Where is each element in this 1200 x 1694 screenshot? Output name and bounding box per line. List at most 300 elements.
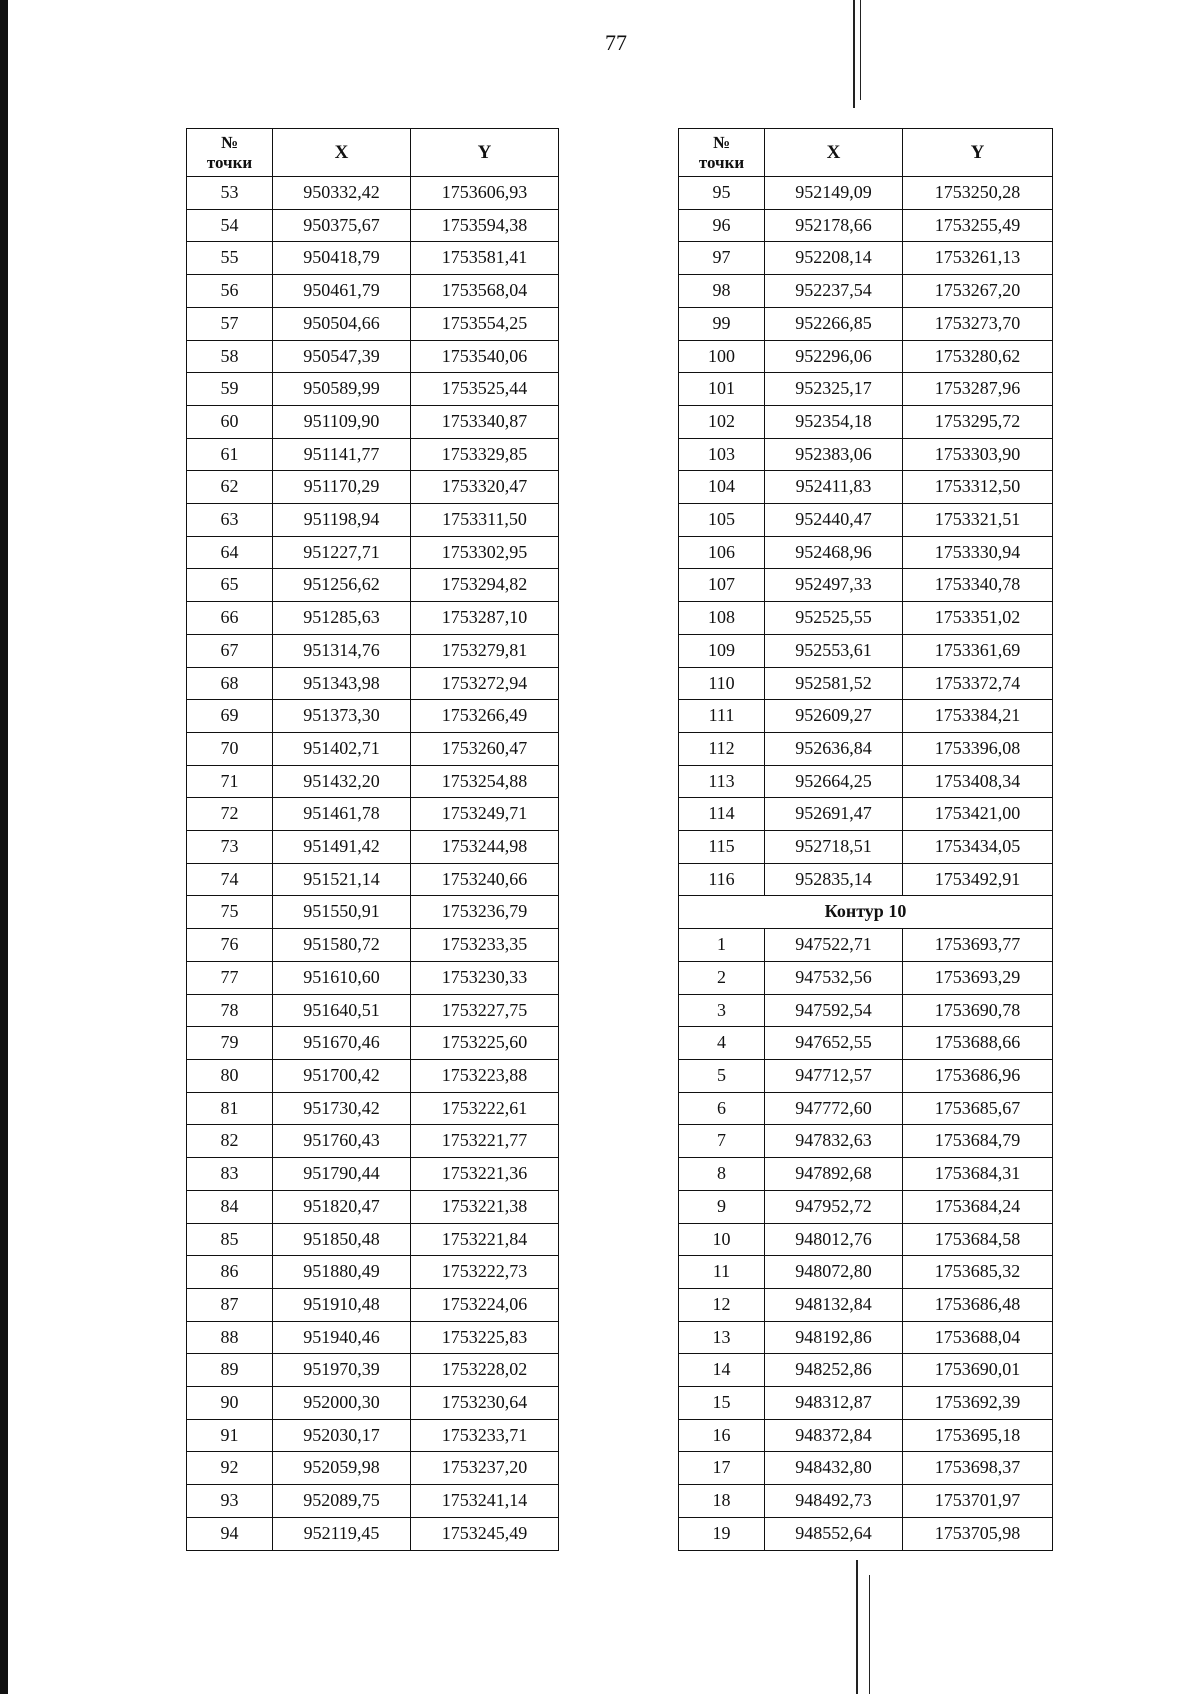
scan-artifact-bottom [856, 1560, 858, 1694]
table-row [679, 863, 1053, 896]
cell-x: 952325,17 [765, 373, 903, 406]
cell-y: 1753221,38 [411, 1190, 559, 1223]
cell-x: 948372,84 [765, 1419, 903, 1452]
cell-x: 951402,71 [273, 732, 411, 765]
cell-y: 1753594,38 [411, 209, 559, 242]
cell-point-number: 6 [679, 1092, 765, 1125]
cell-x: 952059,98 [273, 1452, 411, 1485]
cell-y: 1753233,71 [411, 1419, 559, 1452]
cell-x: 952553,61 [765, 634, 903, 667]
cell-point-number: 58 [187, 340, 273, 373]
table-row [679, 1452, 1053, 1485]
cell-y: 1753255,49 [903, 209, 1053, 242]
cell-x: 951790,44 [273, 1158, 411, 1191]
cell-y: 1753260,47 [411, 732, 559, 765]
cell-y: 1753230,33 [411, 961, 559, 994]
table-row [187, 863, 559, 896]
table-row [679, 209, 1053, 242]
table-row [679, 242, 1053, 275]
cell-point-number: 86 [187, 1256, 273, 1289]
table-row [187, 209, 559, 242]
cell-point-number: 101 [679, 373, 765, 406]
cell-x: 948252,86 [765, 1354, 903, 1387]
header-x: X [273, 129, 411, 177]
cell-point-number: 88 [187, 1321, 273, 1354]
cell-x: 952636,84 [765, 732, 903, 765]
cell-point-number: 61 [187, 438, 273, 471]
table-row [679, 1256, 1053, 1289]
cell-x: 952178,66 [765, 209, 903, 242]
table-row [187, 1125, 559, 1158]
cell-y: 1753287,96 [903, 373, 1053, 406]
cell-y: 1753261,13 [903, 242, 1053, 275]
cell-x: 948192,86 [765, 1321, 903, 1354]
table-row [679, 634, 1053, 667]
header-num-sign: № [712, 132, 731, 152]
cell-point-number: 109 [679, 634, 765, 667]
cell-point-number: 97 [679, 242, 765, 275]
table-row [679, 994, 1053, 1027]
cell-point-number: 74 [187, 863, 273, 896]
cell-point-number: 68 [187, 667, 273, 700]
cell-x: 948312,87 [765, 1387, 903, 1420]
cell-point-number: 64 [187, 536, 273, 569]
table-row [187, 504, 559, 537]
cell-point-number: 110 [679, 667, 765, 700]
cell-x: 947592,54 [765, 994, 903, 1027]
cell-y: 1753221,77 [411, 1125, 559, 1158]
table-row [187, 961, 559, 994]
table-row [187, 634, 559, 667]
cell-point-number: 103 [679, 438, 765, 471]
table-row [187, 307, 559, 340]
table-row [187, 1190, 559, 1223]
cell-x: 952266,85 [765, 307, 903, 340]
cell-y: 1753690,01 [903, 1354, 1053, 1387]
table-row [187, 1256, 559, 1289]
cell-x: 950332,42 [273, 177, 411, 210]
cell-x: 951760,43 [273, 1125, 411, 1158]
table-row [679, 471, 1053, 504]
table-row [679, 667, 1053, 700]
cell-x: 952296,06 [765, 340, 903, 373]
table-row [187, 667, 559, 700]
cell-x: 948492,73 [765, 1485, 903, 1518]
header-num-word: точки [698, 152, 745, 172]
cell-y: 1753693,29 [903, 961, 1053, 994]
table-row [187, 373, 559, 406]
cell-point-number: 56 [187, 275, 273, 308]
cell-point-number: 80 [187, 1059, 273, 1092]
table-row [187, 536, 559, 569]
table-row [187, 1517, 559, 1550]
table-row [679, 602, 1053, 635]
cell-x: 951640,51 [273, 994, 411, 1027]
table-row [187, 1452, 559, 1485]
cell-point-number: 113 [679, 765, 765, 798]
cell-x: 951850,48 [273, 1223, 411, 1256]
cell-x: 951227,71 [273, 536, 411, 569]
cell-point-number: 57 [187, 307, 273, 340]
cell-y: 1753225,60 [411, 1027, 559, 1060]
cell-y: 1753227,75 [411, 994, 559, 1027]
cell-x: 950375,67 [273, 209, 411, 242]
cell-y: 1753340,78 [903, 569, 1053, 602]
coordinates-table-right [678, 128, 1053, 1551]
cell-point-number: 3 [679, 994, 765, 1027]
cell-point-number: 95 [679, 177, 765, 210]
table-row [187, 765, 559, 798]
cell-point-number: 18 [679, 1485, 765, 1518]
table-row [679, 700, 1053, 733]
table-row [679, 536, 1053, 569]
cell-y: 1753303,90 [903, 438, 1053, 471]
cell-x: 951373,30 [273, 700, 411, 733]
cell-y: 1753492,91 [903, 863, 1053, 896]
table-row [679, 929, 1053, 962]
cell-y: 1753224,06 [411, 1288, 559, 1321]
cell-point-number: 11 [679, 1256, 765, 1289]
cell-y: 1753434,05 [903, 831, 1053, 864]
cell-x: 951700,42 [273, 1059, 411, 1092]
cell-y: 1753294,82 [411, 569, 559, 602]
cell-point-number: 112 [679, 732, 765, 765]
cell-x: 951461,78 [273, 798, 411, 831]
cell-x: 948552,64 [765, 1517, 903, 1550]
cell-point-number: 90 [187, 1387, 273, 1420]
cell-point-number: 96 [679, 209, 765, 242]
cell-point-number: 83 [187, 1158, 273, 1191]
cell-y: 1753372,74 [903, 667, 1053, 700]
cell-y: 1753606,93 [411, 177, 559, 210]
cell-point-number: 19 [679, 1517, 765, 1550]
table-row [187, 1158, 559, 1191]
cell-y: 1753686,96 [903, 1059, 1053, 1092]
cell-y: 1753233,35 [411, 929, 559, 962]
cell-point-number: 115 [679, 831, 765, 864]
cell-point-number: 73 [187, 831, 273, 864]
cell-x: 951940,46 [273, 1321, 411, 1354]
cell-y: 1753221,36 [411, 1158, 559, 1191]
table-row [679, 438, 1053, 471]
cell-x: 952149,09 [765, 177, 903, 210]
table-row [187, 602, 559, 635]
cell-x: 952089,75 [273, 1485, 411, 1518]
cell-y: 1753266,49 [411, 700, 559, 733]
table-row [187, 569, 559, 602]
coordinates-table-left [186, 128, 559, 1551]
cell-x: 951491,42 [273, 831, 411, 864]
table-row [679, 373, 1053, 406]
table-row [187, 896, 559, 929]
table-row [679, 569, 1053, 602]
cell-y: 1753329,85 [411, 438, 559, 471]
cell-point-number: 87 [187, 1288, 273, 1321]
cell-x: 951820,47 [273, 1190, 411, 1223]
cell-y: 1753240,66 [411, 863, 559, 896]
table-row [679, 1190, 1053, 1223]
cell-x: 951910,48 [273, 1288, 411, 1321]
cell-y: 1753236,79 [411, 896, 559, 929]
cell-x: 952411,83 [765, 471, 903, 504]
table-row [187, 1354, 559, 1387]
cell-x: 951109,90 [273, 405, 411, 438]
cell-point-number: 8 [679, 1158, 765, 1191]
table-row [187, 438, 559, 471]
cell-x: 951343,98 [273, 667, 411, 700]
header-point-number [679, 129, 765, 177]
cell-y: 1753396,08 [903, 732, 1053, 765]
cell-point-number: 107 [679, 569, 765, 602]
table-row [187, 1027, 559, 1060]
table-row [187, 700, 559, 733]
cell-x: 952000,30 [273, 1387, 411, 1420]
cell-point-number: 111 [679, 700, 765, 733]
table-row [679, 798, 1053, 831]
table-row [187, 929, 559, 962]
table-row [187, 1419, 559, 1452]
cell-x: 948012,76 [765, 1223, 903, 1256]
cell-point-number: 13 [679, 1321, 765, 1354]
cell-x: 947532,56 [765, 961, 903, 994]
cell-x: 950418,79 [273, 242, 411, 275]
table-row [187, 1059, 559, 1092]
cell-x: 950504,66 [273, 307, 411, 340]
cell-y: 1753684,58 [903, 1223, 1053, 1256]
cell-point-number: 93 [187, 1485, 273, 1518]
cell-y: 1753684,79 [903, 1125, 1053, 1158]
cell-x: 947772,60 [765, 1092, 903, 1125]
cell-point-number: 92 [187, 1452, 273, 1485]
cell-y: 1753705,98 [903, 1517, 1053, 1550]
cell-y: 1753701,97 [903, 1485, 1053, 1518]
cell-x: 952497,33 [765, 569, 903, 602]
cell-x: 947522,71 [765, 929, 903, 962]
table-row [187, 732, 559, 765]
cell-x: 951610,60 [273, 961, 411, 994]
cell-x: 952383,06 [765, 438, 903, 471]
cell-y: 1753225,83 [411, 1321, 559, 1354]
cell-x: 948072,80 [765, 1256, 903, 1289]
cell-y: 1753230,64 [411, 1387, 559, 1420]
table-header-row [187, 129, 559, 177]
section-row [679, 896, 1053, 929]
table-row [679, 340, 1053, 373]
cell-point-number: 2 [679, 961, 765, 994]
table-row [187, 1288, 559, 1321]
cell-point-number: 91 [187, 1419, 273, 1452]
cell-x: 952440,47 [765, 504, 903, 537]
cell-point-number: 75 [187, 896, 273, 929]
header-num-sign: № [220, 132, 239, 152]
cell-y: 1753685,32 [903, 1256, 1053, 1289]
cell-point-number: 66 [187, 602, 273, 635]
cell-y: 1753249,71 [411, 798, 559, 831]
table-row [187, 275, 559, 308]
cell-point-number: 79 [187, 1027, 273, 1060]
cell-y: 1753695,18 [903, 1419, 1053, 1452]
cell-x: 952835,14 [765, 863, 903, 896]
table-row [187, 994, 559, 1027]
cell-y: 1753250,28 [903, 177, 1053, 210]
cell-point-number: 53 [187, 177, 273, 210]
table-row [187, 405, 559, 438]
cell-y: 1753408,34 [903, 765, 1053, 798]
cell-x: 951550,91 [273, 896, 411, 929]
table-row [679, 1158, 1053, 1191]
section-label-kontur: Контур 10 [679, 896, 1053, 929]
cell-point-number: 108 [679, 602, 765, 635]
cell-point-number: 105 [679, 504, 765, 537]
cell-y: 1753241,14 [411, 1485, 559, 1518]
scan-left-edge [0, 0, 8, 1694]
header-point-number [187, 129, 273, 177]
table-row [679, 1485, 1053, 1518]
cell-point-number: 17 [679, 1452, 765, 1485]
table-row [187, 177, 559, 210]
cell-point-number: 15 [679, 1387, 765, 1420]
cell-y: 1753321,51 [903, 504, 1053, 537]
table-row [679, 405, 1053, 438]
cell-point-number: 114 [679, 798, 765, 831]
table-row [679, 177, 1053, 210]
table-row [679, 961, 1053, 994]
cell-x: 951521,14 [273, 863, 411, 896]
table-row [187, 1092, 559, 1125]
cell-x: 951432,20 [273, 765, 411, 798]
cell-x: 947832,63 [765, 1125, 903, 1158]
cell-point-number: 5 [679, 1059, 765, 1092]
cell-y: 1753221,84 [411, 1223, 559, 1256]
table-row [679, 307, 1053, 340]
cell-y: 1753280,62 [903, 340, 1053, 373]
table-row [187, 471, 559, 504]
cell-x: 952664,25 [765, 765, 903, 798]
table-row [679, 275, 1053, 308]
cell-y: 1753330,94 [903, 536, 1053, 569]
table-row [187, 242, 559, 275]
table-row [679, 1354, 1053, 1387]
cell-point-number: 100 [679, 340, 765, 373]
cell-x: 948432,80 [765, 1452, 903, 1485]
cell-y: 1753245,49 [411, 1517, 559, 1550]
cell-point-number: 77 [187, 961, 273, 994]
cell-point-number: 55 [187, 242, 273, 275]
table-row [679, 1223, 1053, 1256]
cell-x: 951198,94 [273, 504, 411, 537]
cell-y: 1753222,73 [411, 1256, 559, 1289]
table-row [679, 1288, 1053, 1321]
cell-y: 1753554,25 [411, 307, 559, 340]
cell-y: 1753228,02 [411, 1354, 559, 1387]
cell-x: 947892,68 [765, 1158, 903, 1191]
cell-point-number: 65 [187, 569, 273, 602]
cell-y: 1753692,39 [903, 1387, 1053, 1420]
table-row [679, 732, 1053, 765]
cell-point-number: 82 [187, 1125, 273, 1158]
header-num-word: точки [206, 152, 253, 172]
cell-x: 951141,77 [273, 438, 411, 471]
table-row [679, 504, 1053, 537]
cell-point-number: 98 [679, 275, 765, 308]
cell-point-number: 4 [679, 1027, 765, 1060]
cell-y: 1753684,31 [903, 1158, 1053, 1191]
header-y: Y [903, 129, 1053, 177]
scan-artifact-bottom-2 [869, 1575, 870, 1694]
table-row [187, 340, 559, 373]
cell-y: 1753287,10 [411, 602, 559, 635]
cell-y: 1753267,20 [903, 275, 1053, 308]
cell-x: 951730,42 [273, 1092, 411, 1125]
cell-x: 952691,47 [765, 798, 903, 831]
cell-point-number: 85 [187, 1223, 273, 1256]
cell-x: 950589,99 [273, 373, 411, 406]
cell-point-number: 99 [679, 307, 765, 340]
cell-point-number: 70 [187, 732, 273, 765]
cell-x: 952237,54 [765, 275, 903, 308]
cell-point-number: 102 [679, 405, 765, 438]
cell-y: 1753688,66 [903, 1027, 1053, 1060]
cell-point-number: 71 [187, 765, 273, 798]
cell-y: 1753384,21 [903, 700, 1053, 733]
cell-y: 1753254,88 [411, 765, 559, 798]
cell-y: 1753693,77 [903, 929, 1053, 962]
cell-point-number: 84 [187, 1190, 273, 1223]
table-row [679, 1517, 1053, 1550]
table-row [679, 765, 1053, 798]
header-y: Y [411, 129, 559, 177]
cell-y: 1753273,70 [903, 307, 1053, 340]
table-row [679, 1387, 1053, 1420]
cell-x: 948132,84 [765, 1288, 903, 1321]
cell-y: 1753279,81 [411, 634, 559, 667]
cell-y: 1753684,24 [903, 1190, 1053, 1223]
cell-y: 1753244,98 [411, 831, 559, 864]
cell-x: 952581,52 [765, 667, 903, 700]
cell-x: 952525,55 [765, 602, 903, 635]
cell-point-number: 81 [187, 1092, 273, 1125]
header-x: X [765, 129, 903, 177]
cell-x: 951580,72 [273, 929, 411, 962]
cell-point-number: 10 [679, 1223, 765, 1256]
cell-point-number: 7 [679, 1125, 765, 1158]
cell-y: 1753295,72 [903, 405, 1053, 438]
cell-y: 1753421,00 [903, 798, 1053, 831]
cell-x: 947712,57 [765, 1059, 903, 1092]
cell-y: 1753223,88 [411, 1059, 559, 1092]
cell-point-number: 60 [187, 405, 273, 438]
cell-y: 1753311,50 [411, 504, 559, 537]
cell-point-number: 116 [679, 863, 765, 896]
cell-point-number: 89 [187, 1354, 273, 1387]
cell-point-number: 1 [679, 929, 765, 962]
table-row [679, 831, 1053, 864]
cell-x: 952609,27 [765, 700, 903, 733]
cell-point-number: 104 [679, 471, 765, 504]
table-row [187, 1223, 559, 1256]
cell-x: 952119,45 [273, 1517, 411, 1550]
cell-x: 947952,72 [765, 1190, 903, 1223]
cell-point-number: 54 [187, 209, 273, 242]
cell-x: 952208,14 [765, 242, 903, 275]
cell-x: 951170,29 [273, 471, 411, 504]
table-row [679, 1125, 1053, 1158]
table-row [679, 1419, 1053, 1452]
cell-x: 952030,17 [273, 1419, 411, 1452]
cell-y: 1753688,04 [903, 1321, 1053, 1354]
cell-x: 952718,51 [765, 831, 903, 864]
cell-y: 1753312,50 [903, 471, 1053, 504]
